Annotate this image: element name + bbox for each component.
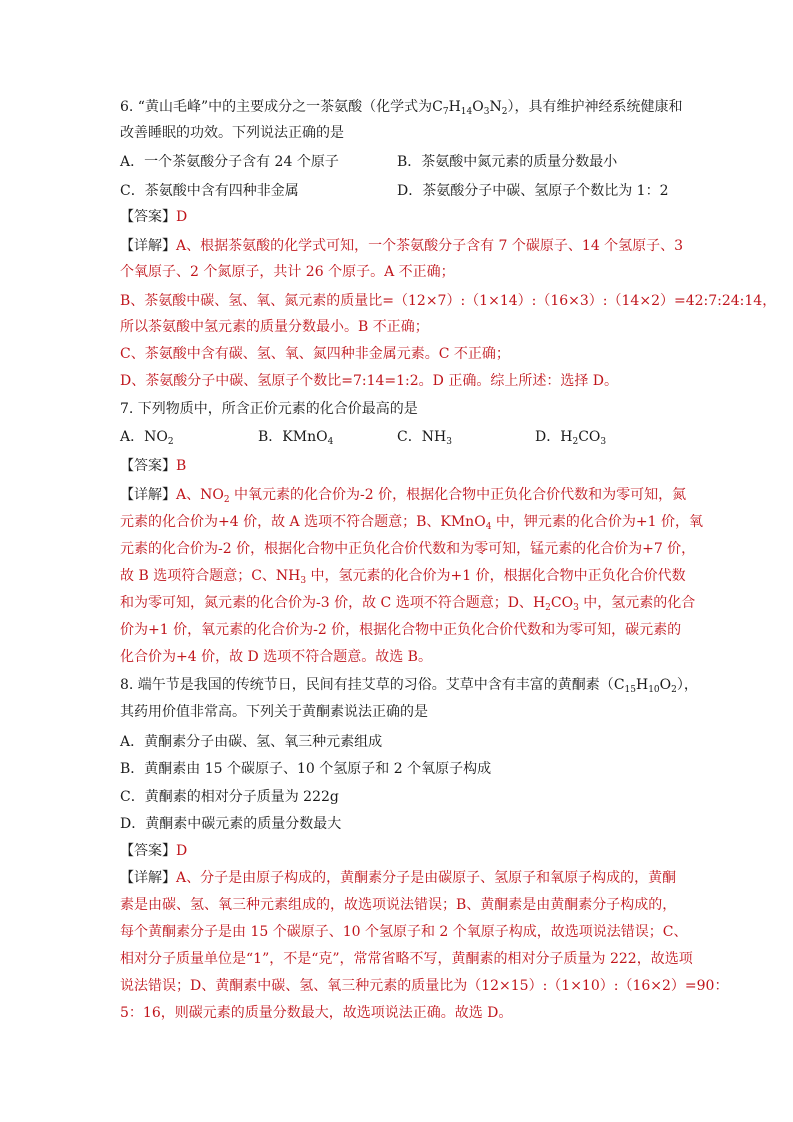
q7-option-c: C．$NH_3$ (397, 429, 452, 447)
q8-explanation-line-1: 【详解】A、分子是由原子构成的，黄酮素分子是由碳原子、氢原子和氧原子构成的，黄酮 (120, 870, 677, 886)
q6-explanation-line-2: 个氧原子、2 个氮原子，共计 26 个原子。A 不正确； (120, 264, 455, 280)
q8-explanation-line-5: 说法错误；D、黄酮素中碳、氢、氧三种元素的质量比为（12×15）:（1×10）:（16×2）=90： (120, 978, 729, 994)
q8-stem-line-1: 8. 端午节是我国的传统节日，民间有挂艾草的习俗。艾草中含有丰富的黄酮素$(C_{15}H_{10}O_2)$， (120, 677, 698, 695)
q7-explanation-line-3: 元素的化合价为-2 价，根据化合物中正负化合价代数和为零可知，锰元素的化合价为+7 价， (120, 541, 696, 557)
q6-option-a: A．一个茶氨酸分子含有 24 个原子 (120, 154, 339, 170)
q6-answer: 【答案】D (120, 209, 188, 225)
q6-explanation-line-6: D、茶氨酸分子中碳、氢原子个数比=7:14=1:2。D 正确。综上所述：选择 D。 (120, 373, 619, 389)
q8-stem-line-2: 其药用价值非常高。下列关于黄酮素说法正确的是 (120, 704, 428, 720)
q7-explanation-line-5: 和为零可知，氮元素的化合价为-3 价，故 C 选项不符合题意；D、$H_2CO_3$ 中，氢元素的化合 (120, 595, 696, 613)
q6-explanation-line-1: 【详解】A、根据茶氨酸的化学式可知，一个茶氨酸分子含有 7 个碳原子、14 个氢原子、3 (120, 238, 684, 254)
q6-explanation-line-4: 所以茶氨酸中氢元素的质量分数最小。B 不正确； (120, 319, 429, 335)
q8-explanation-line-6: 5：16，则碳元素的质量分数最大，故选项说法正确。故选 D。 (120, 1005, 513, 1021)
q7-explanation-line-1: 【详解】A、$NO_2$ 中氧元素的化合价为-2 价，根据化合物中正负化合价代数和为零可知，氮 (120, 487, 687, 505)
q7-stem: 7. 下列物质中，所含正价元素的化合价最高的是 (120, 401, 418, 417)
q7-option-b: B．KMnO$_4$ (258, 429, 334, 447)
q7-option-a: A．$NO_2$ (120, 429, 174, 447)
q7-option-d: D．$H_2CO_3$ (535, 429, 607, 447)
q6-explanation-line-5: C、茶氨酸中含有碳、氢、氧、氮四种非金属元素。C 不正确； (120, 346, 510, 362)
q8-option-a: A．黄酮素分子由碳、氢、氧三种元素组成 (120, 734, 383, 750)
q6-option-d: D．茶氨酸分子中碳、氢原子个数比为 1：2 (397, 183, 669, 199)
q7-explanation-line-4: 故 B 选项符合题意；C、$NH_3$ 中，氢元素的化合价为+1 价，根据化合物中正负化合价代数 (120, 568, 686, 586)
q8-answer: 【答案】D (120, 843, 188, 859)
q6-option-c: C．茶氨酸中含有四种非金属 (120, 183, 299, 199)
q6-stem-line-1: 6. “黄山毛峰”中的主要成分之一茶氨酸（化学式为$C_7H_{14}O_3N_2$），具有维护神经系统健康和 (120, 99, 683, 117)
q8-explanation-line-4: 相对分子质量单位是“1”，不是“克”，常常省略不写，黄酮素的相对分子质量为 222，故选项 (120, 951, 693, 967)
q7-answer: 【答案】B (120, 458, 187, 474)
q8-option-b: B．黄酮素由 15 个碳原子、10 个氢原子和 2 个氧原子构成 (120, 761, 492, 777)
q6-explanation-line-3: B、茶氨酸中碳、氢、氧、氮元素的质量比=（12×7）:（1×14）:（16×3）:（14×2）=42:7:24:14， (120, 293, 777, 309)
q7-explanation-line-2: 元素的化合价为+4 价，故 A 选项不符合题意；B、KMnO$_4$ 中，钾元素的化合价为+1 价，氧 (120, 514, 703, 532)
q6-option-b: B．茶氨酸中氮元素的质量分数最小 (397, 154, 618, 170)
q8-option-d: D．黄酮素中碳元素的质量分数最大 (120, 816, 342, 832)
q8-option-c: C．黄酮素的相对分子质量为 222g (120, 789, 339, 805)
q7-explanation-line-6: 价为+1 价，氧元素的化合价为-2 价，根据化合物中正负化合价代数和为零可知，碳元素的 (120, 622, 682, 638)
q6-stem-line-2: 改善睡眠的功效。下列说法正确的是 (120, 125, 344, 141)
q8-explanation-line-3: 每个黄酮素分子是由 15 个碳原子、10 个氢原子和 2 个氧原子构成，故选项说法错误；C、 (120, 924, 688, 940)
q7-explanation-line-7: 化合价为+4 价，故 D 选项不符合题意。故选 B。 (120, 649, 432, 665)
q8-explanation-line-2: 素是由碳、氢、氧三种元素组成的，故选项说法错误；B、黄酮素是由黄酮素分子构成的， (120, 897, 677, 913)
